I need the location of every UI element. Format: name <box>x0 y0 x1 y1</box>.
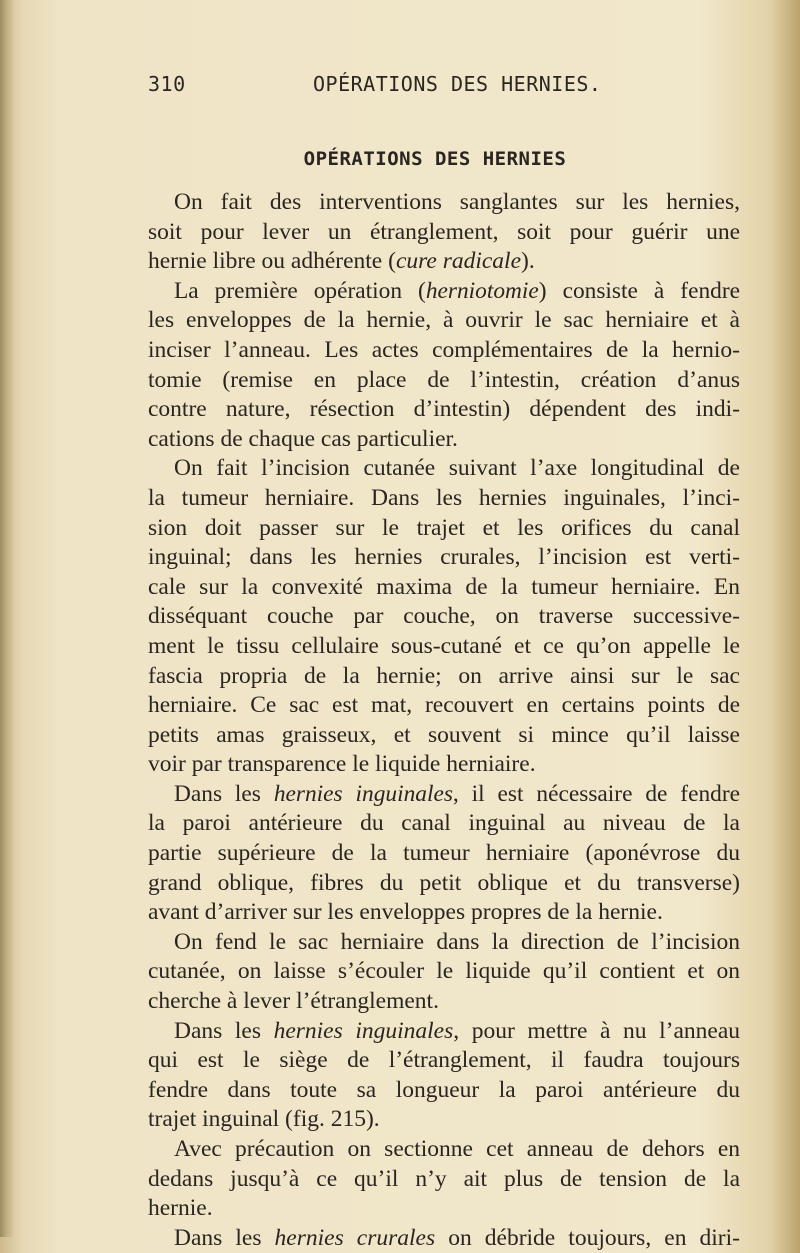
text-line <box>148 869 740 899</box>
text-segment: voir par transparence le liquide herniaire. <box>148 751 536 778</box>
text-line <box>148 987 740 1017</box>
text-line <box>148 514 740 544</box>
text-segment: hernie. <box>148 1195 213 1222</box>
text-line <box>148 454 740 484</box>
text-segment: qui est le siège de l’étranglement, il faudra toujours <box>148 1047 740 1074</box>
text-segment: grand oblique, fibres du petit oblique et du transverse) <box>148 869 740 896</box>
text-line <box>148 395 740 425</box>
italic-term: hernies inguinales <box>273 1017 454 1044</box>
text-line <box>148 1046 740 1076</box>
text-line <box>148 1194 740 1224</box>
text-line <box>148 1105 740 1135</box>
text-segment: Dans les <box>174 1224 275 1251</box>
text-segment: partie supérieure de la tumeur herniaire (aponévrose du <box>148 840 740 867</box>
text-segment: inciser l’anneau. Les actes complémentaires de la hernio- <box>148 336 740 363</box>
text-line <box>148 632 740 662</box>
text-line <box>148 543 740 573</box>
text-line <box>148 662 740 692</box>
italic-term: hernies crurales <box>274 1224 436 1251</box>
text-line <box>148 1076 740 1106</box>
text-line <box>148 898 740 928</box>
text-segment: fendre dans toute sa longueur la paroi antérieure du <box>148 1076 740 1103</box>
text-segment: contre nature, résection d’intestin) dépendent des indi- <box>148 396 740 423</box>
text-segment: Dans les <box>174 780 274 807</box>
text-line <box>148 247 740 277</box>
text-line <box>148 721 740 751</box>
text-segment: ment le tissu cellulaire sous-cutané et ce qu’on appelle le <box>148 632 740 659</box>
text-segment: la paroi antérieure du canal inguinal au niveau de la <box>148 810 740 837</box>
text-segment: cations de chaque cas particulier. <box>148 425 458 452</box>
text-segment: ) consiste à fendre <box>538 277 740 304</box>
text-segment: On fait des interventions sanglantes sur les hernies, <box>174 189 740 215</box>
text-segment: sion doit passer sur le trajet et les orifices du canal <box>148 514 740 541</box>
text-segment: tomie (remise en place de l’intestin, création d’anus <box>148 366 740 393</box>
text-line <box>148 1135 740 1165</box>
text-line <box>148 839 740 869</box>
text-segment: herniaire. Ce sac est mat, recouvert en certains points de <box>148 692 740 719</box>
text-segment: trajet inguinal (fig. 215). <box>148 1106 380 1133</box>
text-segment: , il est nécessaire de fendre <box>452 780 740 807</box>
text-line <box>148 957 740 987</box>
text-segment: Avec précaution on sectionne cet anneau de dehors en <box>174 1136 740 1162</box>
text-segment: On fend le sac herniaire dans la direction de l’incision <box>174 928 740 955</box>
text-line <box>148 1017 740 1047</box>
section-title: OPÉRATIONS DES HERNIES <box>303 148 567 170</box>
text-line <box>148 691 740 721</box>
text-line <box>148 573 740 603</box>
text-segment: , pour mettre à nu l’anneau <box>453 1017 740 1044</box>
text-segment: hernie libre ou adhérente ( <box>148 248 396 275</box>
text-line <box>148 780 740 810</box>
text-line <box>148 1224 740 1253</box>
text-segment: ). <box>521 248 535 275</box>
running-header <box>148 72 748 108</box>
page-number: 310 <box>148 72 186 96</box>
text-segment: disséquant couche par couche, on traverse successive- <box>148 603 740 630</box>
text-segment: On fait l’incision cutanée suivant l’axe longitudinal de <box>174 455 740 482</box>
text-segment: avant d’arriver sur les enveloppes propres de la hernie. <box>148 899 663 926</box>
text-segment: cutanée, on laisse s’écouler le liquide qu’il contient et on <box>148 958 740 985</box>
text-line <box>148 750 740 780</box>
text-line <box>148 188 740 218</box>
text-line <box>148 277 740 307</box>
text-segment: les enveloppes de la hernie, à ouvrir le sac herniaire et à <box>148 307 740 334</box>
text-line <box>148 218 740 248</box>
page-binding-shadow <box>0 0 14 1237</box>
italic-term: hernies inguinales <box>273 780 453 807</box>
text-segment: inguinal; dans les hernies crurales, l’incision est verti- <box>148 544 740 571</box>
text-line <box>148 928 740 958</box>
text-segment: petits amas graisseux, et souvent si mince qu’il laisse <box>148 721 740 748</box>
text-segment: Dans les <box>174 1017 274 1044</box>
text-line <box>148 366 740 396</box>
text-segment: la tumeur herniaire. Dans les hernies inguinales, l’inci- <box>148 484 740 511</box>
body-text <box>148 188 740 1253</box>
text-line <box>148 1165 740 1195</box>
italic-term: herniotomie <box>425 277 539 304</box>
text-segment: dedans jusqu’à ce qu’il n’y ait plus de tension de la <box>148 1165 740 1192</box>
text-line <box>148 809 740 839</box>
text-segment: cherche à lever l’étranglement. <box>148 988 439 1015</box>
text-line <box>148 336 740 366</box>
text-segment: fascia propria de la hernie; on arrive ainsi sur le sac <box>148 662 740 689</box>
text-segment: soit pour lever un étranglement, soit pour guérir une <box>148 218 740 245</box>
text-line <box>148 602 740 632</box>
text-segment: La première opération ( <box>174 277 426 304</box>
italic-term: cure radicale <box>395 248 522 275</box>
running-title: OPÉRATIONS DES HERNIES. <box>313 72 602 96</box>
text-line <box>148 484 740 514</box>
text-line <box>148 425 740 455</box>
text-line <box>148 306 740 336</box>
text-segment: cale sur la convexité maxima de la tumeur herniaire. En <box>148 573 740 600</box>
text-segment: on débride toujours, en diri- <box>435 1224 740 1251</box>
